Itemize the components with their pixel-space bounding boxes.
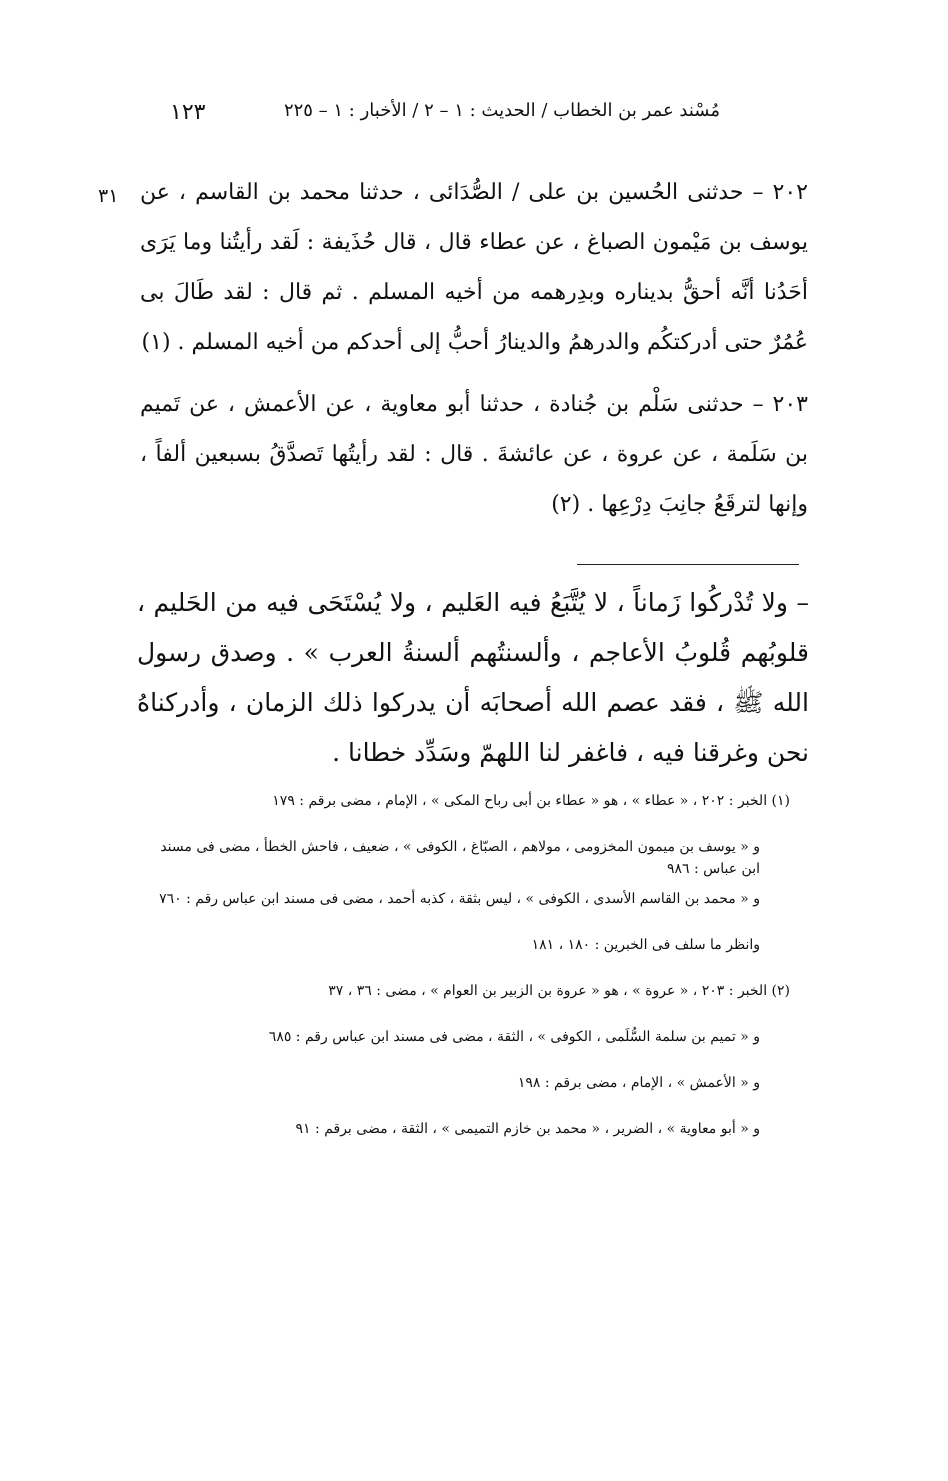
footnote-line: و « تميم بن سلمة السُّلَمى ، الكوفى » ، الثقة ، مضى فى مسند ابن عباس رقم : ٦٨٥: [268, 1029, 760, 1045]
hadith-203: [140, 380, 808, 530]
footnote-divider: [577, 564, 799, 565]
footnote-line: وانظر ما سلف فى الخبرين : ١٨٠ ، ١٨١: [531, 937, 760, 953]
page-number: ١٢٣: [170, 100, 206, 125]
footnote-line: (٢) الخبر : ٢٠٣ ، « عروة » ، هو « عروة بن الزبير بن العوام » ، مضى : ٣٦ ، ٣٧: [328, 983, 790, 999]
hadith-202: [140, 168, 808, 368]
margin-reference-number: ٣١: [98, 185, 119, 207]
hadith-text: ٢٠٣ – حدثنى سَلْم بن جُنادة ، حدثنا أبو معاوية ، عن الأعمش ، عن تَميم بن سَلَمة ، عن عروة ، عن عائشةَ . قال : لقد رأيتُها تَصدَّقُ بسبعين ألفاً ، وإنها لترقَعُ جانِبَ دِرْعِها . (٢): [140, 392, 808, 517]
footnote-line: و « يوسف بن ميمون المخزومى ، مولاهم ، الصبّاغ ، الكوفى » ، ضعيف ، فاحش الخطأ ، مضى فى مسند ابن عباس : ٩٨٦: [160, 839, 760, 877]
hadith-text: ٢٠٢ – حدثنى الحُسين بن على / الصُّدَائى ، حدثنا محمد بن القاسم ، عن يوسف بن مَيْمون الصباغ ، عن عطاء قال ، قال حُذَيفة : لَقد رأيتُنا وما يَرَى أحَدُنا أنَّه أحقُّ بديناره وبدِرهمه من أخيه المسلم . ثم قال : لقد طَالَ بى عُمُرٌ حتى أدركتكُم والدرهمُ والدينارُ أحبُّ إلى أحدكم من أخيه المسلم . (١): [140, 180, 808, 355]
footnotes: [150, 790, 790, 1164]
footnote-line: و « الأعمش » ، الإمام ، مضى برقم : ١٩٨: [517, 1075, 760, 1091]
footnote-line: (١) الخبر : ٢٠٢ ، « عطاء » ، هو « عطاء بن أبى رباح المكى » ، الإمام ، مضى برقم : ١٧٩: [272, 793, 790, 809]
page-header: [170, 100, 720, 130]
continued-footnote: – ولا تُدْركُوا زَماناً ، لا يُتَّبَعُ فيه العَليم ، ولا يُسْتَحَى فيه من الحَليم ، قلوبُهم قُلوبُ الأعاجم ، وألسنتُهم ألسنةُ العرب » . وصدق رسول الله ﷺ ، فقد عصم الله أصحابَه أن يدركوا ذلك الزمان ، وأدركناهُ نحن وغرقنا فيه ، فاغفر لنا اللهمّ وسَدِّد خطانا .: [137, 588, 809, 767]
footnote-line: و « أبو معاوية » ، الضرير ، « محمد بن خازم التميمى » ، الثقة ، مضى برقم : ٩١: [295, 1121, 760, 1137]
footnote-line: و « محمد بن القاسم الأسدى ، الكوفى » ، ليس بثقة ، كذبه أحمد ، مضى فى مسند ابن عباس رقم : ٧٦٠: [159, 891, 760, 907]
running-head: مُسْند عمر بن الخطاب / الحديث : ١ – ٢ / الأخبار : ١ – ٢٢٥: [283, 100, 720, 121]
